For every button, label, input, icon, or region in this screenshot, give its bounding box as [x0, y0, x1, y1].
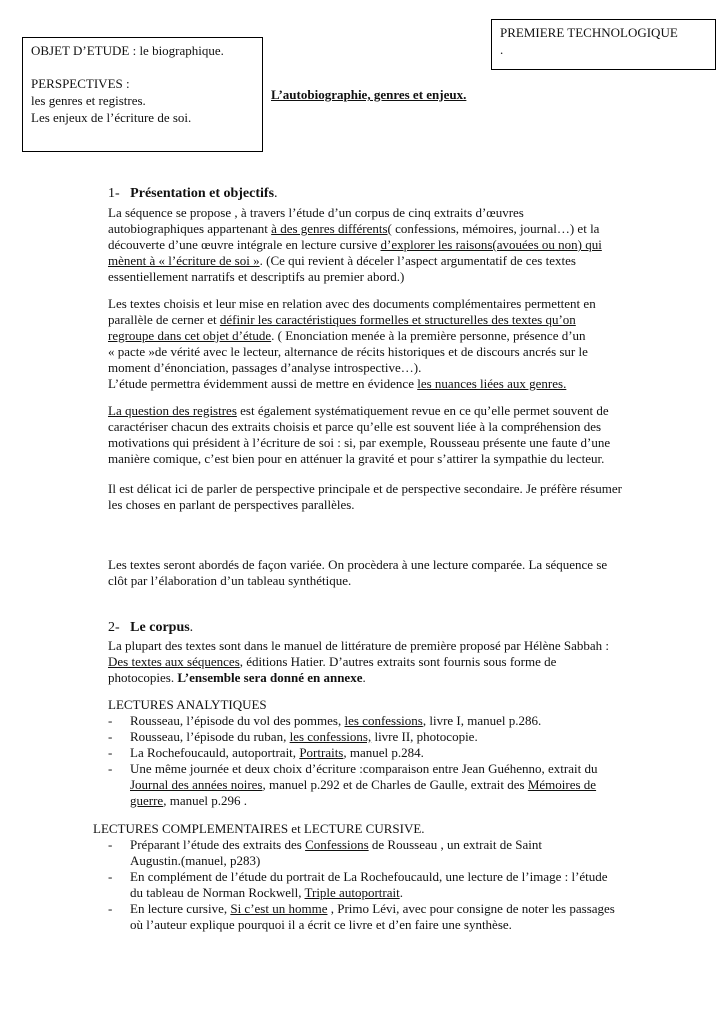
text-run: « pacte »de vérité avec le lecteur, alternance de récits historiques et de discours ancrés sur le: [108, 344, 588, 359]
text-line: [108, 435, 648, 451]
list-item-text: [130, 837, 542, 853]
text-run: La question des registres: [108, 403, 237, 418]
section-title: Le corpus: [130, 620, 190, 635]
list-item-text: [130, 901, 615, 917]
text-run: où l’auteur explique pourquoi il a écrit ce livre et d’en faire une synthèse.: [130, 917, 512, 932]
text-run: photocopies.: [108, 670, 178, 685]
text-run: Rousseau, l’épisode du ruban,: [130, 729, 290, 744]
text-run: Confessions: [305, 837, 369, 852]
text-run: caractériser chacun des extraits choisis et parce qu’elle est souvent liée à la compréhension des: [108, 419, 602, 434]
paragraph: [108, 403, 648, 467]
text-run: , manuel p.292 et de Charles de Gaulle, extrait des: [262, 777, 528, 792]
text-run: Une même journée et deux choix d’écriture :comparaison entre Jean Guéhenno, extrait du: [130, 761, 598, 776]
text-line: [108, 670, 648, 686]
text-run: Journal des années noires: [130, 777, 263, 792]
text-run: livre II, photocopie.: [371, 729, 478, 744]
text-run: , livre I, manuel p.286.: [422, 713, 542, 728]
text-run: , Primo Lévi, avec pour consigne de noter les passages: [327, 901, 615, 916]
text-run: ( confessions, mémoires, journal…) et la: [387, 221, 600, 236]
text-run: moment d’énonciation, passages d’analyse introspective…).: [108, 360, 422, 375]
text-line: [108, 237, 648, 253]
document-title: L’autobiographie, genres et enjeux.: [271, 87, 467, 102]
section-title: Présentation et objectifs: [130, 186, 275, 201]
list-item-text: [130, 713, 541, 729]
text-run: .: [362, 670, 366, 685]
text-line: [108, 253, 648, 269]
text-run: Préparant l’étude des extraits des: [130, 837, 306, 852]
text-line: [108, 654, 648, 670]
text-run: clôt par l’élaboration d’un tableau synthétique.: [108, 573, 352, 588]
text-run: En lecture cursive,: [130, 901, 231, 916]
complementaires-label: LECTURES COMPLEMENTAIRES et LECTURE CURSIVE.: [93, 821, 425, 836]
text-run: Triple autoportrait: [304, 885, 400, 900]
list-item-text: [130, 745, 424, 761]
list-item-text: [130, 761, 597, 777]
text-line: [108, 573, 648, 589]
text-run: les nuances liées aux genres.: [417, 376, 567, 391]
paragraph: [108, 638, 648, 686]
text-run: , manuel p.284.: [343, 745, 424, 760]
text-run: Les textes seront abordés de façon variée. On procèdera à une lecture comparée. La séquence se: [108, 557, 608, 572]
text-run: La séquence se propose , à travers l’étude d’un corpus de cinq extraits d’œuvres: [108, 205, 524, 220]
level-dot: .: [500, 42, 504, 57]
paragraph: [108, 481, 648, 513]
text-run: L’étude permettra évidemment aussi de mettre en évidence: [108, 376, 418, 391]
bullet-dash: -: [108, 901, 113, 916]
analytiques-label: LECTURES ANALYTIQUES: [108, 697, 267, 712]
perspectives-label: PERSPECTIVES :: [31, 76, 130, 91]
text-run: de Rousseau , un extrait de Saint: [368, 837, 542, 852]
text-run: découverte d’une œuvre intégrale en lecture cursive: [108, 237, 381, 252]
section-number: 1-: [108, 186, 120, 201]
text-run: autobiographiques appartenant: [108, 221, 272, 236]
paragraph: [108, 205, 648, 285]
text-run: du tableau de Norman Rockwell,: [130, 885, 305, 900]
text-run: les choses en parlant de perspectives parallèles.: [108, 497, 355, 512]
text-line: [108, 557, 648, 573]
text-line: [108, 269, 648, 285]
text-run: mènent à « l’écriture de soi »: [108, 253, 260, 268]
list-item-text: [130, 777, 596, 793]
text-line: [108, 451, 648, 467]
paragraph: [108, 296, 648, 392]
text-run: essentiellement narratifs et descriptifs au premier abord.): [108, 269, 405, 284]
text-run: parallèle de cerner et: [108, 312, 220, 327]
section-title-end: .: [274, 186, 278, 201]
text-run: Rousseau, l’épisode du vol des pommes,: [130, 713, 345, 728]
text-run: Les textes choisis et leur mise en relation avec des documents complémentaires permettent en: [108, 296, 596, 311]
text-run: . ( Enonciation menée à la première personne, présence d’un: [271, 328, 586, 343]
level-label: PREMIERE TECHNOLOGIQUE: [500, 25, 678, 40]
text-run: est également systématiquement revue en ce qu’elle permet souvent de: [236, 403, 609, 418]
text-run: La plupart des textes sont dans le manuel de littérature de première proposé par Hélène Sabbah :: [108, 638, 610, 653]
section-heading-2: [108, 620, 193, 636]
text-line: [108, 403, 648, 419]
text-line: [108, 497, 648, 513]
text-run: Mémoires de: [527, 777, 597, 792]
text-line: [108, 638, 648, 654]
text-line: [108, 360, 648, 376]
text-run: Il est délicat ici de parler de perspective principale et de perspective secondaire. Je préfère résumer: [108, 481, 622, 496]
text-line: [108, 419, 648, 435]
bullet-dash: -: [108, 745, 113, 760]
text-line: [108, 205, 648, 221]
perspective-item: les genres et registres.: [31, 93, 146, 108]
perspective-item: Les enjeux de l’écriture de soi.: [31, 110, 192, 125]
text-run: guerre: [130, 793, 164, 808]
list-item-text: [130, 885, 403, 901]
text-run: L’ensemble sera donné en annexe: [177, 670, 363, 685]
text-run: Augustin.(manuel, p283): [130, 853, 261, 868]
text-run: à des genres différents: [271, 221, 388, 236]
objet-etude: OBJET D’ETUDE : le biographique.: [31, 43, 224, 58]
objet-etude-box: [22, 37, 263, 152]
text-line: [108, 481, 648, 497]
bullet-dash: -: [108, 729, 113, 744]
bullet-dash: -: [108, 761, 113, 776]
text-run: . (Ce qui revient à déceler l’aspect argumentatif de ces textes: [259, 253, 576, 268]
text-line: [108, 376, 648, 392]
text-run: , éditions Hatier. D’autres extraits sont fournis sous forme de: [239, 654, 557, 669]
text-run: les confessions: [344, 713, 423, 728]
text-line: [108, 344, 648, 360]
list-item-text: [130, 917, 512, 933]
text-run: .: [399, 885, 403, 900]
list-item-text: [130, 869, 608, 885]
bullet-dash: -: [108, 869, 113, 884]
bullet-dash: -: [108, 713, 113, 728]
section-number: 2-: [108, 620, 120, 635]
text-run: La Rochefoucauld, autoportrait,: [130, 745, 300, 760]
text-run: regroupe dans cet objet d’étude: [108, 328, 272, 343]
text-line: [108, 312, 648, 328]
section-heading-1: [108, 186, 278, 202]
text-run: les confessions,: [289, 729, 372, 744]
text-run: , manuel p.296 .: [163, 793, 247, 808]
text-line: [108, 221, 648, 237]
text-line: [108, 328, 648, 344]
text-line: [108, 296, 648, 312]
section-title-end: .: [189, 620, 194, 635]
text-run: Si c’est un homme: [230, 901, 328, 916]
text-run: Portraits: [299, 745, 344, 760]
text-run: manière comique, c’est bien pour en atténuer la gravité et pour s’attirer la sympathie du lecteur.: [108, 451, 605, 466]
list-item-text: [130, 793, 247, 809]
text-run: Des textes aux séquences: [108, 654, 240, 669]
text-run: définir les caractéristiques formelles et structurelles des textes qu’on: [219, 312, 576, 327]
text-run: d’explorer les raisons(avouées ou non) qui: [380, 237, 602, 252]
text-run: En complément de l’étude du portrait de La Rochefoucauld, une lecture de l’image : l’étude: [130, 869, 608, 884]
level-box: [491, 19, 716, 70]
list-item-text: [130, 853, 260, 869]
text-run: motivations qui président à l’écriture de soi : si, par exemple, Rousseau présente une faute d’une: [108, 435, 611, 450]
paragraph: [108, 557, 648, 589]
bullet-dash: -: [108, 837, 113, 852]
list-item-text: [130, 729, 478, 745]
